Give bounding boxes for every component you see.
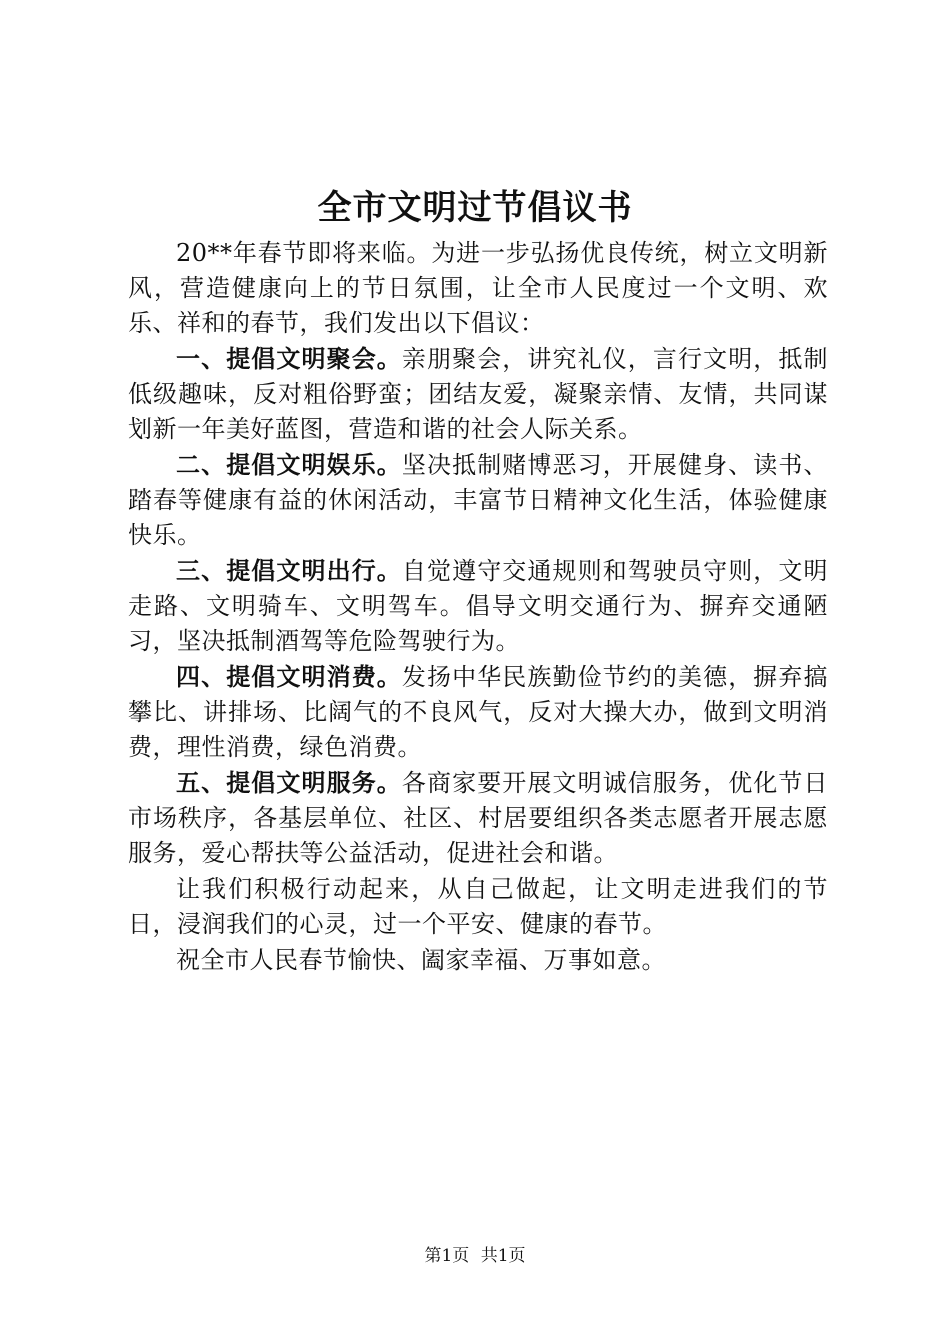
document-title: 全市文明过节倡议书 bbox=[317, 188, 633, 228]
page-footer bbox=[0, 1244, 950, 1268]
page-number: 第1页 bbox=[424, 1246, 470, 1266]
paragraph-item-2 bbox=[128, 447, 828, 553]
paragraph-lead: 四、提倡文明消费。 bbox=[176, 662, 402, 691]
paragraph-text: 坚决抵制赌博恶习，开展健身、读书、踏春等健康有益的休闲活动，丰富节日精神文化生活，体验健康快乐。 bbox=[128, 451, 829, 549]
page-total: 共1页 bbox=[480, 1246, 526, 1266]
paragraph-text: 各商家要开展文明诚信服务，优化节日市场秩序，各基层单位、社区、村居要组织各类志愿者开展志愿服务，爱心帮扶等公益活动，促进社会和谐。 bbox=[128, 769, 829, 867]
paragraph-item-3 bbox=[128, 553, 828, 659]
document-body bbox=[128, 235, 828, 978]
paragraph-text: 祝全市人民春节愉快、阖家幸福、万事如意。 bbox=[176, 946, 666, 974]
paragraph-text: 亲朋聚会，讲究礼仪，言行文明，抵制低级趣味，反对粗俗野蛮；团结友爱，凝聚亲情、友情，共同谋划新一年美好蓝图，营造和谐的社会人际关系。 bbox=[128, 345, 829, 443]
paragraph-closing bbox=[128, 871, 828, 942]
paragraph-lead: 五、提倡文明服务。 bbox=[176, 768, 402, 797]
paragraph-item-1 bbox=[128, 341, 828, 447]
paragraph-lead: 二、提倡文明娱乐。 bbox=[176, 450, 402, 479]
paragraph-intro bbox=[128, 235, 828, 341]
paragraph-text: 让我们积极行动起来，从自己做起，让文明走进我们的节日，浸润我们的心灵，过一个平安、健康的春节。 bbox=[128, 875, 828, 938]
paragraph-item-5 bbox=[128, 765, 828, 871]
paragraph-item-4 bbox=[128, 659, 828, 765]
paragraph-text: 自觉遵守交通规则和驾驶员守则，文明走路、文明骑车、文明驾车。倡导文明交通行为、摒弃交通陋习，坚决抵制酒驾等危险驾驶行为。 bbox=[128, 557, 829, 655]
paragraph-lead: 一、提倡文明聚会。 bbox=[176, 344, 402, 373]
paragraph-lead: 三、提倡文明出行。 bbox=[176, 556, 402, 585]
paragraph-text: 发扬中华民族勤俭节约的美德，摒弃搞攀比、讲排场、比阔气的不良风气，反对大操大办，做到文明消费，理性消费，绿色消费。 bbox=[128, 663, 829, 761]
paragraph-text: 20**年春节即将来临。为进一步弘扬优良传统，树立文明新风，营造健康向上的节日氛围，让全市人民度过一个文明、欢乐、祥和的春节，我们发出以下倡议： bbox=[128, 239, 828, 337]
paragraph-wishes bbox=[128, 942, 828, 978]
